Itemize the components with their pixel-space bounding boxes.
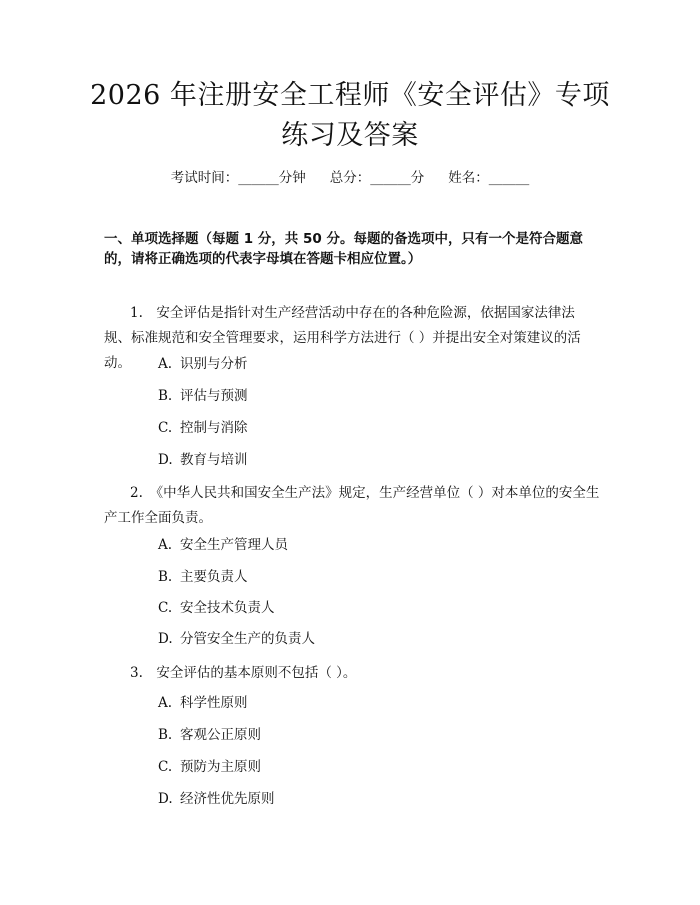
- question-3-option-d: [158, 789, 275, 809]
- option-letter: A.: [158, 695, 173, 711]
- question-1-option-b: [158, 386, 248, 406]
- option-letter: D.: [158, 452, 173, 468]
- question-3-option-b: [158, 725, 261, 745]
- option-text: 科学性原则: [180, 695, 248, 711]
- question-1-option-d: [158, 450, 248, 470]
- option-text: 识别与分析: [180, 356, 248, 372]
- option-text: 分管安全生产的负责人: [180, 631, 315, 647]
- exam-time-field: 考试时间：______分钟: [170, 170, 306, 186]
- question-1-option-a: [158, 354, 248, 374]
- question-3-option-c: [158, 757, 261, 777]
- option-text: 客观公正原则: [180, 727, 261, 743]
- question-2-option-b: [158, 567, 248, 587]
- option-letter: A.: [158, 537, 173, 553]
- question-2: 2. 《中华人民共和国安全生产法》规定，生产经营单位（ ）对本单位的安全生产工作全面负责。: [104, 485, 600, 526]
- option-text: 控制与消除: [180, 420, 248, 436]
- question-1-option-c: [158, 418, 248, 438]
- exam-meta: [0, 168, 700, 188]
- question-2-option-c: [158, 598, 275, 618]
- option-letter: A.: [158, 356, 173, 372]
- option-letter: B.: [158, 727, 173, 743]
- option-letter: C.: [158, 420, 173, 436]
- option-text: 安全生产管理人员: [180, 537, 288, 553]
- section-heading: 一、单项选择题（每题 1 分，共 50 分。每题的备选项中，只有一个是符合题意的，请将正确选项的代表字母填在答题卡相应位置。）: [104, 231, 583, 267]
- total-score-field: 总分：______分: [329, 170, 425, 186]
- question-2-option-d: [158, 629, 315, 649]
- option-letter: B.: [158, 569, 173, 585]
- option-text: 评估与预测: [180, 388, 248, 404]
- option-text: 主要负责人: [180, 569, 248, 585]
- option-text: 安全技术负责人: [180, 600, 275, 616]
- page-title: 2026 年注册安全工程师《安全评估》专项练习及答案: [90, 80, 610, 151]
- option-letter: C.: [158, 759, 173, 775]
- option-letter: C.: [158, 600, 173, 616]
- option-letter: D.: [158, 631, 173, 647]
- option-letter: D.: [158, 791, 173, 807]
- question-2-option-a: [158, 535, 288, 555]
- option-letter: B.: [158, 388, 173, 404]
- question-1: 1. 安全评估是指针对生产经营活动中存在的各种危险源，依据国家法律法规、标准规范和安全管理要求，运用科学方法进行（ ）并提出安全对策建议的活动。: [104, 305, 581, 371]
- question-3-option-a: [158, 693, 248, 713]
- option-text: 预防为主原则: [180, 759, 261, 775]
- question-3: 3. 安全评估的基本原则不包括（ ）。: [130, 665, 357, 681]
- option-text: 教育与培训: [180, 452, 248, 468]
- name-field: 姓名：______: [448, 170, 530, 186]
- option-text: 经济性优先原则: [180, 791, 275, 807]
